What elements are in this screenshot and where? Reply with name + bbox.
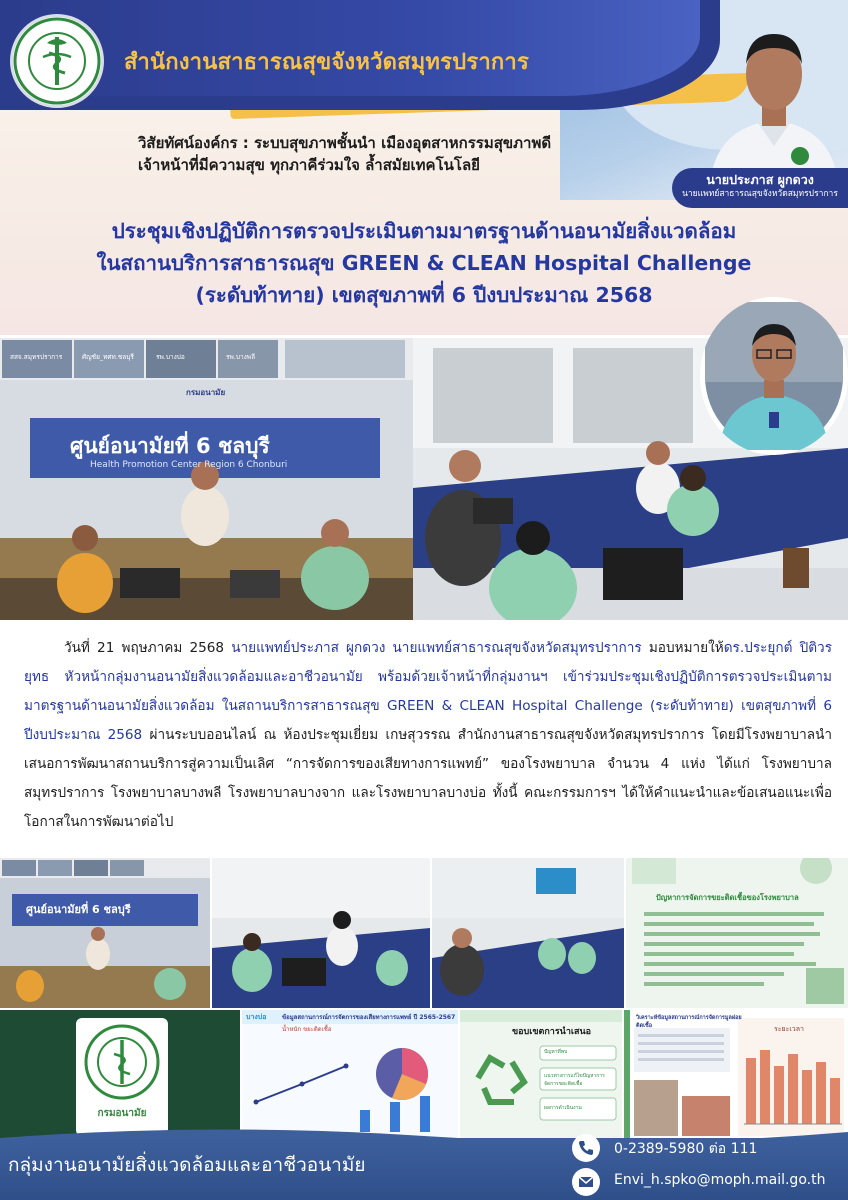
moph-logo <box>10 14 104 108</box>
news-attendees: ดร.ประยุกต์ ปิติวรยุทธ หัวหน้ากลุ่มงานอนามัยสิ่งแวดล้อมและอาชีวอนามัย พร้อมด้วยเจ้าหน้าที่กลุ่มงานฯ เข้าร่วมประชุมเชิงปฏิบัติการตรวจประเมินตามมาตรฐานด้านอนามัยสิ่งแวดล้อม ในสถานบริการสาธารณสุข GREEN & CLEAN Hospital Challenge (ระดับท้าทาย) เขตสุขภาพที่ 6 ปีงบประมาณ 2568 <box>24 640 832 743</box>
grid-slide-problems <box>626 858 848 1008</box>
grid-photo-1 <box>0 858 210 1008</box>
grid-photo-2 <box>212 858 430 1008</box>
director-position: นายแพทย์สาธารณสุขจังหวัดสมุทรปราการ <box>682 189 838 199</box>
grid-analysis-title: วิเคราะห์ข้อมูลสถานการณ์การจัดการมูลฝอยติดเชื้อ <box>636 1015 742 1029</box>
grid-chart-unit: น้ำหนัก ขยะติดเชื้อ <box>282 1026 332 1033</box>
grid-moph-seal-icon <box>76 1018 168 1104</box>
grid-screen-title: ศูนย์อนามัยที่ 6 ชลบุรี <box>26 903 131 916</box>
contact-email <box>572 1168 842 1198</box>
grid-scope-item-2: แนวทางการแก้ไขปัญหาการจัดการขยะติดเชื้อ <box>544 1073 605 1087</box>
title-line-1: ประชุมเชิงปฏิบัติการตรวจประเมินตามมาตรฐานด้านอนามัยสิ่งแวดล้อม <box>111 219 737 243</box>
grid-scope-item-1: ปัญหาที่พบ <box>544 1049 568 1055</box>
grid-slide-title: ปัญหาการจัดการขยะติดเชื้อของโรงพยาบาล <box>656 893 799 902</box>
phone-number[interactable]: 0-2389-5980 ต่อ 111 <box>614 1141 758 1157</box>
vision-line-1: วิสัยทัศน์องค์กร : ระบบสุขภาพชั้นนำ เมืองอุตสาหกรรมสุขภาพดี <box>138 134 552 152</box>
screen-subtitle: Health Promotion Center Region 6 Chonburi <box>90 460 288 470</box>
page-title <box>0 215 848 311</box>
header <box>0 0 848 335</box>
grid-dept-label: กรมอนามัย <box>97 1108 147 1119</box>
grid-scope-item-3: ผลการดำเนินงาน <box>544 1105 582 1111</box>
tile-label-1: สสจ.สมุทรปราการ <box>10 353 63 361</box>
title-line-3: (ระดับท้าทาย) เขตสุขภาพที่ 6 ปีงบประมาณ 2568 <box>195 283 653 307</box>
grid-chart-title: ข้อมูลสถานการณ์การจัดการของเสียทางการแพทย์ ปี 2565-2567 <box>282 1014 456 1021</box>
photo-grid <box>0 858 848 1158</box>
grid-analysis-chart-label: ระยะเวลา <box>774 1025 804 1033</box>
tile-label-4: รพ.บางพลี <box>226 353 256 361</box>
title-line-2: ในสถานบริการสาธารณสุข GREEN & CLEAN Hospital Challenge <box>96 251 752 275</box>
grid-logo-card <box>76 1018 168 1136</box>
phone-icon <box>572 1134 600 1162</box>
tile-label-3: รพ.บางบ่อ <box>156 353 185 361</box>
vision-statement <box>138 132 658 176</box>
director-portrait <box>700 8 848 186</box>
grid-hosp-tag: บางบ่อ <box>246 1013 267 1021</box>
news-date: วันที่ 21 พฤษภาคม 2568 <box>64 640 232 656</box>
email-address[interactable]: Envi_h.spko@moph.mail.go.th <box>614 1172 826 1188</box>
grid-photo-3 <box>432 858 624 1008</box>
news-assign: มอบหมายให้ <box>641 640 724 656</box>
moph-seal-icon <box>13 17 101 105</box>
director-name: นายประภาส ผูกดวง <box>706 172 814 187</box>
footer-department: กลุ่มงานอนามัยสิ่งแวดล้อมและอาชีวอนามัย <box>8 1154 366 1176</box>
grid-scope-title: ขอบเขตการนำเสนอ <box>512 1027 592 1037</box>
news-paragraph <box>24 634 832 837</box>
photo-video-conference <box>0 338 413 620</box>
tile-label-2: ศัญชัย_ทศท.ชลบุรี <box>82 353 134 361</box>
screen-title: ศูนย์อนามัยที่ 6 ชลบุรี <box>70 434 270 458</box>
director-name-box <box>672 168 848 208</box>
news-director: นายแพทย์ประภาส ผูกดวง นายแพทย์สาธารณสุขจังหวัดสมุทรปราการ <box>231 640 642 656</box>
news-details: ผ่านระบบออนไลน์ ณ ห้องประชุมเยี่ยม เกษสุวรรณ สำนักงานสาธารณสุขจังหวัดสมุทรปราการ โดยมีโรงพยาบาลนำเสนอการพัฒนาสถานบริการสู่ความเป็นเลิศ “การจัดการของเสียทางการแพทย์” ของโรงพยาบาล จำนวน 4 แห่ง ได้แก่ โรงพยาบาลสมุทรปราการ โรงพยาบาลบางพลี โรงพยาบาลบางจาก และโรงพยาบาลบางบ่อ ทั้งนี้ คณะกรรมการฯ ได้ให้คำแนะนำและข้อเสนอแนะเพื่อโอกาสในการพัฒนาต่อไป <box>24 727 832 830</box>
contact-phone <box>572 1134 842 1164</box>
dept-label: กรมอนามัย <box>186 388 226 397</box>
vision-line-2: เจ้าหน้าที่มีความสุข ทุกภาคีร่วมใจ ล้ำสมัยเทคโนโลยี <box>138 156 480 174</box>
org-name: สำนักงานสาธารณสุขจังหวัดสมุทรปราการ <box>124 50 529 75</box>
email-icon <box>572 1168 600 1196</box>
inset-portrait-circle <box>700 297 848 455</box>
